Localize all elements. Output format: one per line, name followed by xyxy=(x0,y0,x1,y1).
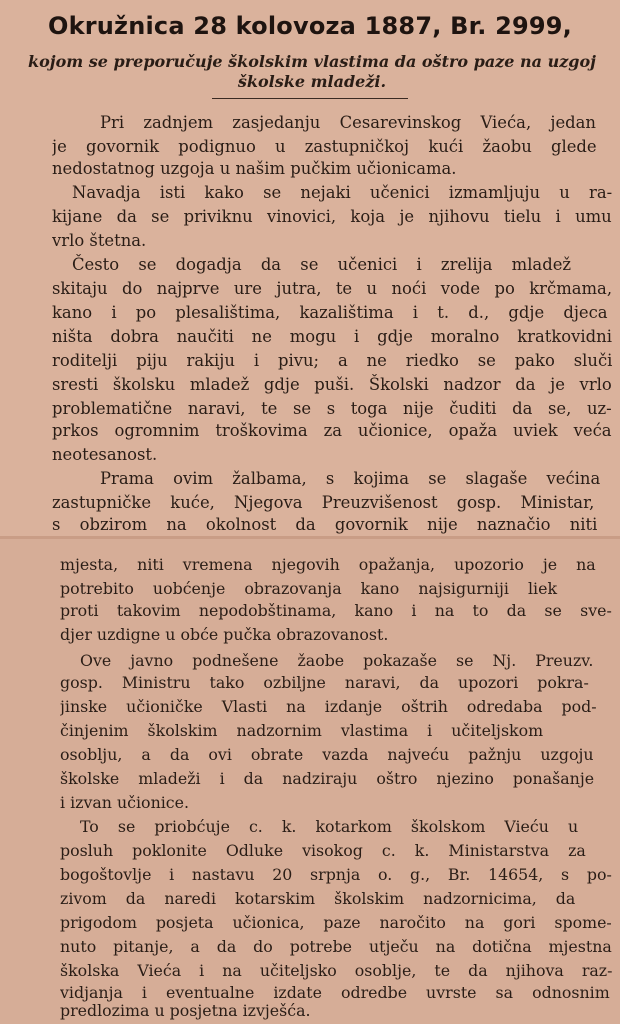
text-line: Često se dogadja da se učenici i zrelija mladež xyxy=(72,255,572,274)
text-line: vrlo štetna. xyxy=(52,231,147,250)
text-line: prkos ogromnim troškovima za učionice, opaža uviek veća xyxy=(52,421,612,440)
text-line: predlozima u posjetna izvješća. xyxy=(60,1001,311,1020)
clipping-seam xyxy=(0,536,620,539)
text-line: sresti školsku mladež gdje puši. Školski nadzor da je vrlo xyxy=(52,375,612,394)
text-line: problematične naravi, te se s toga nije čuditi da se, uz- xyxy=(52,399,612,418)
text-line: Ove javno podnešene žaobe pokazaše se Nj. Preuzv. xyxy=(80,651,594,670)
text-line: osoblju, a da ovi obrate vazda najveću pažnju uzgoju xyxy=(60,745,594,764)
text-line: zastupničke kuće, Njegova Preuzvišenost gosp. Ministar, xyxy=(52,493,595,512)
subtitle-line-1: kojom se preporučuje školskim vlastima da oštro paze na uzgoj xyxy=(28,52,596,71)
text-line: Prama ovim žalbama, s kojima se slagaše većina xyxy=(100,469,601,488)
text-line: neotesanost. xyxy=(52,445,158,464)
text-line: i izvan učionice. xyxy=(60,793,190,812)
text-line: kijane da se priviknu vinovici, koja je njihovu tielu i umu xyxy=(52,207,612,226)
text-line: prigodom posjeta učionica, paze naročito na gori spome- xyxy=(60,913,612,932)
text-line: gosp. Ministru tako ozbiljne naravi, da upozori pokra- xyxy=(60,673,589,692)
text-line: jinske učioničke Vlasti na izdanje oštrih odredaba pod- xyxy=(60,697,597,716)
text-line: činjenim školskim nadzornim vlastima i učiteljskom xyxy=(60,721,544,740)
text-line: vidjanja i eventualne izdate odredbe uvrste sa odnosnim xyxy=(60,983,610,1002)
text-line: djer uzdigne u obće pučka obrazovanost. xyxy=(60,625,389,644)
text-line: je govornik podignuo u zastupničkoj kući žaobu glede xyxy=(52,137,597,156)
text-line: proti takovim nepodobštinama, kano i na to da se sve- xyxy=(60,601,612,620)
document-title: Okružnica 28 kolovoza 1887, Br. 2999, xyxy=(47,12,573,40)
text-line: školska Vieća i na učiteljsko osoblje, te da njihova raz- xyxy=(60,961,612,980)
text-line: To se priobćuje c. k. kotarkom školskom Vieću u xyxy=(80,817,579,836)
text-line: Navadja isti kako se nejaki učenici izmamljuju u ra- xyxy=(72,183,612,202)
text-line: školske mladeži i da nadziraju oštro njezino ponašanje xyxy=(60,769,595,788)
text-line: mjesta, niti vremena njegovih opažanja, upozorio je na xyxy=(60,555,596,574)
text-line: skitaju do najprve ure jutra, te u noći vode po krčmama, xyxy=(52,279,612,298)
text-line: s obzirom na okolnost da govornik nije naznačio niti xyxy=(52,515,598,534)
title-rule xyxy=(212,98,408,99)
text-line: roditelji piju rakiju i pivu; a ne riedko se pako sluči xyxy=(52,351,612,370)
text-line: ništa dobra naučiti ne mogu i gdje moralno kratkovidni xyxy=(52,327,612,346)
text-line: zivom da naredi kotarskim školskim nadzornicima, da xyxy=(60,889,576,908)
text-line: nuto pitanje, a da do potrebe utječu na dotična mjestna xyxy=(60,937,612,956)
subtitle-line-2: školske mladeži. xyxy=(237,72,387,91)
document-subtitle xyxy=(12,52,612,92)
text-line: kano i po plesalištima, kazalištima i t. d., gdje djeca xyxy=(52,303,608,322)
text-line: nedostatnog uzgoja u našim pučkim učionicama. xyxy=(52,159,457,178)
text-line: Pri zadnjem zasjedanju Cesarevinskog Vieća, jedan xyxy=(100,113,596,132)
text-line: bogoštovlje i nastavu 20 srpnja o. g., Br. 14654, s po- xyxy=(60,865,612,884)
text-line: posluh poklonite Odluke visokog c. k. Ministarstva za xyxy=(60,841,586,860)
text-line: potrebito uobćenje obrazovanja kano najsigurniji liek xyxy=(60,579,558,598)
